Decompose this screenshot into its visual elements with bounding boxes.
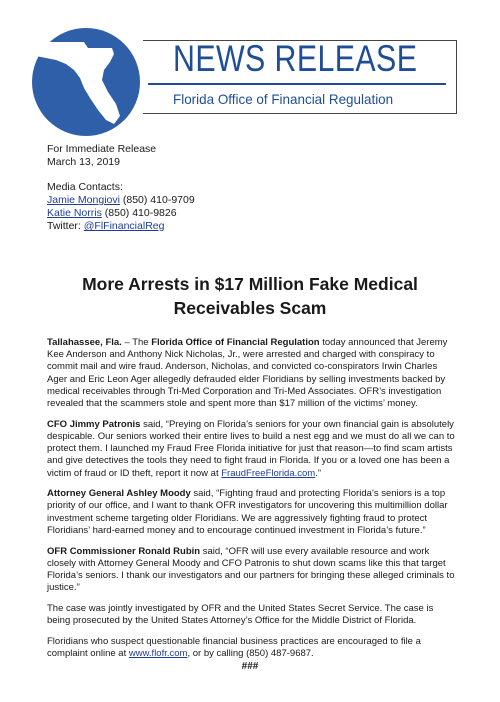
contact-row xyxy=(47,207,195,220)
article-headline: More Arrests in $17 Million Fake Medical Receivables Scam xyxy=(82,274,418,318)
speaker-ag: Attorney General Ashley Moody xyxy=(47,488,191,500)
paragraph-commissioner-quote: OFR Commissioner Ronald Rubin said, “OFR will use every available resource and work closely with Attorney General Moody and CFO Patronis to shut down scams like this that target Florida’s seniors. I thank our investigators and our partners for bringing these alleged criminals to justice.” xyxy=(47,545,455,594)
twitter-label: Twitter: xyxy=(47,220,84,232)
release-date: March 13, 2019 xyxy=(47,156,120,168)
media-contacts-label: Media Contacts: xyxy=(47,181,123,193)
agency-name: Florida Office of Financial Regulation xyxy=(173,91,394,107)
article-body xyxy=(47,337,455,669)
title-divider xyxy=(148,83,446,85)
twitter-row xyxy=(47,220,195,233)
paragraph-cfo-quote: CFO Jimmy Patronis said, “Preying on Florida’s seniors for your own financial gain is absolutely despicable. Our seniors worked their entire lives to build a nest egg and we must do all we can to protect them. I launched my Fraud Free Florida initiative for just that reason—to find scam artists and give detectives the tools they need to fight fraud in Florida. If you or a loved one has been a victim of fraud or ID theft, report it now at FraudFreeFlorida.com.” xyxy=(47,418,455,479)
fraudfreeflorida-link[interactable]: FraudFreeFlorida.com xyxy=(221,467,316,479)
paragraph-intro: Tallahassee, Fla. – The Florida Office of Financial Regulation today announced that Jeremy Kee Anderson and Anthony Nick Nicholas, Jr., were arrested and charged with conspiracy to commit mail and wire fraud. Anderson, Nicholas, and convicted co-conspirators Irwin Charles Ager and Eric Leon Ager allegedly defrauded elder Floridians by selling investments backed by medical receivables through Tri-Med Corporation and Tri-Med Associates. OFR’s investigation revealed that the scammers stole and spent more than $17 million of the victims’ money. xyxy=(47,337,448,410)
contact-link-norris[interactable]: Katie Norris xyxy=(47,207,102,219)
end-mark: ### xyxy=(241,661,259,672)
florida-globe-logo xyxy=(30,26,142,138)
release-meta xyxy=(47,143,195,233)
contact-row xyxy=(47,194,195,207)
twitter-link[interactable]: @FlFinancialReg xyxy=(83,220,165,232)
flofr-link[interactable]: www.flofr.com xyxy=(128,647,188,659)
contact-phone: (850) 410-9709 xyxy=(119,194,195,206)
org-name: Florida Office of Financial Regulation xyxy=(151,337,320,348)
paragraph-ag-quote: Attorney General Ashley Moody said, “Fighting fraud and protecting Florida’s seniors is a top priority of our office, and I want to thank OFR investigators for uncovering this multimillion dollar investment scheme targeting older Floridians. We are aggressively fighting fraud to protect Floridians’ hard-earned money and to encourage continued investment in Florida’s future.” xyxy=(47,488,448,536)
dateline: Tallahassee, Fla. xyxy=(47,337,122,348)
contact-link-mongiovi[interactable]: Jamie Mongiovi xyxy=(47,194,120,206)
paragraph-complaint: Floridians who suspect questionable financial business practices are encouraged to file a complaint online at www.flofr.com, or by calling (850) 487-9687. xyxy=(47,635,421,659)
news-release-title: NEWS RELEASE xyxy=(173,38,418,79)
release-label: For Immediate Release xyxy=(47,143,157,155)
paragraph-investigation: The case was jointly investigated by OFR and the United States Secret Service. The case is being prosecuted by the United States Attorney’s Office for the Middle District of Florida. xyxy=(47,602,434,627)
contact-phone: (850) 410-9826 xyxy=(101,207,177,219)
speaker-cfo: CFO Jimmy Patronis xyxy=(47,418,141,430)
speaker-commissioner: OFR Commissioner Ronald Rubin xyxy=(47,545,201,557)
